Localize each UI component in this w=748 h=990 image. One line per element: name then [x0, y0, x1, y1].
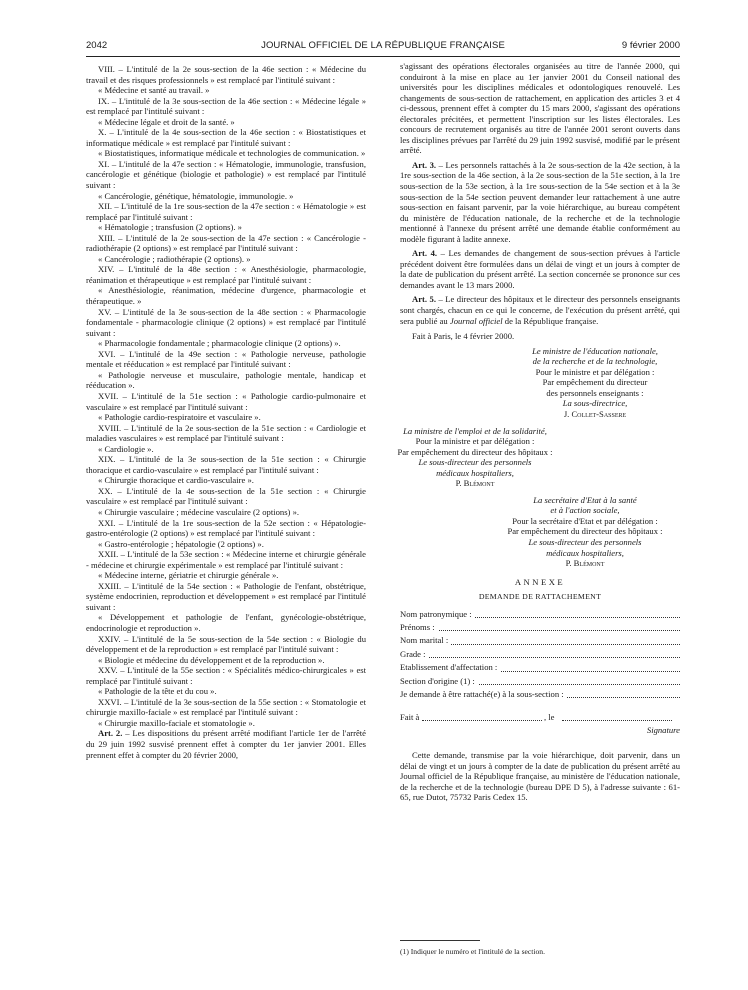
- signatory-name: P. Blémont: [565, 558, 605, 569]
- article-3: [400, 160, 680, 244]
- le-label: , le: [544, 712, 555, 723]
- replacement-title: « Pharmacologie fondamentale ; pharmacologie clinique (2 options) ».: [98, 338, 341, 349]
- delegation-line: Par empêchement du directeur des hôpitaux :: [507, 526, 663, 537]
- delegation-line: Par empêchement du directeur des hôpitaux :: [397, 446, 553, 457]
- issue-date: 9 février 2000: [621, 40, 680, 51]
- amendment-paragraph: XXIV. – L'intitulé de la 5e sous-section de la 54e section : « Biologie du développement et de la reproduction » est remplacé par l'intitulé suivant :: [86, 633, 366, 655]
- replacement-title: « Pathologie de la tête et du cou ».: [98, 686, 217, 697]
- article-text: – Les personnels rattachés à la 2e sous-section de la 42e section, à la 1re sous-section de la 46e section, à la 2e sous-section de la 51e section, à la 1re sous-section de la 53e section, à la 1re sous-section de la 54e section et à la 3e sous-section de la 54e section peuvent demander leur rattachement à une autre sous-section en faisant parvenir, par la voie hiérarchique, au bureau compétent du ministère de l'éducation nationale, de la recherche et de la technologie mentionné à l'annexe du présent arrêté une demande établie conformément au modèle figurant à ladite annexe.: [400, 159, 680, 244]
- amendment-paragraph: XVIII. – L'intitulé de la 2e sous-section de la 51e section : « Cardiologie et maladies vasculaires » est remplacé par l'intitulé suivant :: [86, 422, 366, 444]
- signatory-title: La secrétaire d'Etat à la santé: [533, 494, 637, 505]
- article-text: – Le directeur des hôpitaux et le directeur des personnels enseignants sont chargés, chacun en ce qui le concerne, de l'exécution du présent arrêté, qui sera publié au: [400, 294, 680, 326]
- amendment-paragraph: XVI. – L'intitulé de la 49e section : « Pathologie nerveuse, pathologie mentale et rééducation » est remplacé par l'intitulé suivant :: [86, 348, 366, 370]
- form-field-label: Je demande à être rattaché(e) à la sous-section :: [400, 689, 567, 699]
- signatory-name: J. Collet-Sassere: [563, 408, 627, 419]
- journal-title: JOURNAL OFFICIEL DE LA RÉPUBLIQUE FRANÇAISE: [261, 40, 505, 51]
- article-label: Art. 3.: [412, 159, 437, 170]
- delegation-line: Pour la secrétaire d'Etat et par délégation :: [512, 515, 658, 526]
- signatory-title: Le ministre de l'éducation nationale,: [532, 345, 658, 356]
- replacement-title: « Médecine légale et droit de la santé. »: [98, 116, 235, 127]
- replacement-title: « Chirurgie vasculaire ; médecine vasculaire (2 options) ».: [98, 506, 300, 517]
- amendment-paragraph: XXVI. – L'intitulé de la 3e sous-section de la 55e section : « Stomatologie et chirurgie maxillo-faciale » est remplacé par l'intitulé suivant :: [86, 696, 366, 718]
- amendment-paragraph: XV. – L'intitulé de la 3e sous-section de la 48e section : « Pharmacologie fondamentale - pharmacologie clinique (2 options) » est remplacé par l'intitulé suivant :: [86, 306, 366, 338]
- article-label: Art. 5.: [412, 294, 436, 305]
- signatory-title: La ministre de l'emploi et de la solidarité,: [403, 425, 547, 436]
- form-field-label: Grade :: [400, 649, 429, 659]
- signatory-role: Le sous-directeur des personnels: [418, 457, 532, 468]
- right-column: [397, 61, 680, 803]
- amendment-paragraph: XVII. – L'intitulé de la 51e section : « Pathologie cardio-pulmonaire et vasculaire » est remplacé par l'intitulé suivant :: [86, 390, 366, 412]
- form-field-label: Etablissement d'affectation :: [400, 662, 500, 672]
- article-5: [400, 294, 680, 326]
- amendment-paragraph: XXII. – L'intitulé de la 53e section : « Médecine interne et chirurgie générale - médecine et chirurgie expérimentale » est remplacé par l'intitulé suivant :: [86, 549, 366, 570]
- replacement-title: « Anesthésiologie, réanimation, médecine d'urgence, pharmacologie et thérapeutique. »: [86, 285, 366, 307]
- footnote-rule: [400, 940, 480, 941]
- form-field[interactable]: [400, 635, 680, 648]
- amendment-paragraph: XI. – L'intitulé de la 47e section : « Hématologie, immunologie, transfusion, cancérologie et génétique (biologie et pathologie) » est remplacé par l'intitulé suivant :: [86, 158, 366, 191]
- replacement-title: « Cardiologie ».: [98, 443, 154, 454]
- header-rule: [86, 56, 680, 57]
- footnote: (1) Indiquer le numéro et l'intitulé de la section.: [400, 947, 545, 956]
- signatory-role: médicaux hospitaliers,: [546, 547, 624, 558]
- amendment-paragraph: XIV. – L'intitulé de la 48e section : « Anesthésiologie, pharmacologie, réanimation et thérapeutique » est remplacé par l'intitulé suivant :: [86, 264, 366, 285]
- signatory-title: et à l'action sociale,: [550, 505, 620, 516]
- amendment-paragraph: XII. – L'intitulé de la 1re sous-section de la 47e section : « Hématologie » est remplacé par l'intitulé suivant :: [86, 201, 366, 222]
- signature-block-employment: [390, 426, 560, 489]
- delegation-line: Par empêchement du directeur: [542, 377, 648, 388]
- amendment-paragraph: XIII. – L'intitulé de la 2e sous-section de la 47e section : « Cancérologie - radiothérapie (2 options) » est remplacé par l'intitulé suivant :: [86, 232, 366, 254]
- article-label: Art. 2.: [98, 728, 123, 739]
- form-field-label: Nom marital :: [400, 635, 451, 645]
- amendment-paragraph: X. – L'intitulé de la 4e sous-section de la 46e section : « Biostatistiques et informatique médicale » est remplacé par l'intitulé suivant :: [86, 127, 366, 148]
- replacement-title: « Pathologie nerveuse et musculaire, pathologie mentale, handicap et rééducation ».: [86, 369, 366, 391]
- amendment-paragraph: XXI. – L'intitulé de la 1re sous-section de la 52e section : « Hépatologie-gastro-entérologie (2 options) » est remplacé par l'intitulé suivant :: [86, 517, 366, 539]
- form-place-date: [400, 712, 680, 724]
- article-text: – Les demandes de changement de sous-section prévues à l'article précédent doivent être formulées dans un délai de vingt et un jours à compter de la date de publication du présent arrêté. La section concernée se prononce sur ces demandes avant le 13 mars 2000.: [400, 248, 680, 290]
- annex-title: ANNEXE: [514, 576, 566, 587]
- fait-a-label: Fait à: [400, 712, 420, 723]
- place-blank[interactable]: [422, 712, 542, 721]
- signatory-role: Le sous-directeur des personnels: [528, 536, 642, 547]
- article-text: de la République française.: [502, 315, 599, 326]
- replacement-title: « Hématologie ; transfusion (2 options). »: [98, 222, 242, 233]
- replacement-title: « Médecine interne, gériatrie et chirurgie générale ».: [98, 570, 279, 581]
- delegation-line: Pour le ministre et par délégation :: [535, 366, 655, 377]
- left-column: [86, 64, 366, 760]
- signatory-role: La sous-directrice,: [562, 398, 628, 409]
- article-label: Art. 4.: [412, 248, 438, 259]
- form-field-label: Section d'origine (1) :: [400, 676, 478, 686]
- annex-closing-text: Cette demande, transmise par la voie hiérarchique, doit parvenir, dans un délai de vingt et un jours à compter de la date de publication du présent arrêté au Journal officiel de la République française, au ministère de l'éducation nationale, de la recherche et de la technologie (bureau DPE D 5), à l'adresse suivante : 61-65, rue Dutot, 75732 Paris Cedex 15.: [400, 749, 680, 803]
- date-blank[interactable]: [562, 712, 672, 721]
- signature-label: Signature: [646, 725, 680, 736]
- replacement-title: « Chirurgie thoracique et cardio-vasculaire ».: [98, 475, 254, 486]
- amendment-paragraph: XIX. – L'intitulé de la 3e sous-section de la 51e section : « Chirurgie thoracique et cardio-vasculaire » est remplacé par l'intitulé suivant :: [86, 454, 366, 475]
- form-field[interactable]: [400, 609, 680, 622]
- page-number: 2042: [86, 40, 108, 51]
- replacement-title: « Cancérologie ; radiothérapie (2 options). »: [98, 253, 251, 264]
- request-form: [400, 609, 680, 703]
- amendment-paragraph: XX. – L'intitulé de la 4e sous-section de la 51e section : « Chirurgie vasculaire » est remplacé par l'intitulé suivant :: [86, 485, 366, 507]
- signature-block-health: [490, 495, 680, 569]
- form-field[interactable]: [400, 649, 680, 662]
- journal-reference: Journal officiel: [449, 315, 503, 326]
- article-2-continued: s'agissant des opérations électorales organisées au titre de l'année 2000, qui conduiront à la mise en place au 1er janvier 2001 du Conseil national des universités pour les disciplines médicales et odontologiques renouvelé. Les changements de sous-section de rattachement, en application des articles 3 et 4 ci-dessous, prennent effet à compter du 15 mars 2000, s'agissant des opérations électorales précitées, et permettent l'inscription sur les listes électorales. Les concours de recrutement organisés au titre de l'année 2001 seront ouverts dans les disciplines prévues par l'arrêté du 29 juin 1992 susvisé, modifié par le présent arrêté.: [400, 61, 680, 156]
- replacement-title: « Gastro-entérologie ; hépatologie (2 options) ».: [98, 538, 264, 549]
- form-field[interactable]: [400, 622, 680, 635]
- article-4: [400, 248, 680, 290]
- amendment-paragraph: XXIII. – L'intitulé de la 54e section : « Pathologie de l'enfant, obstétrique, système endocrinien, reproduction et développement » est remplacé par l'intitulé suivant :: [86, 580, 366, 612]
- form-field[interactable]: [400, 689, 680, 702]
- replacement-title: « Chirurgie maxillo-faciale et stomatologie ».: [98, 717, 255, 728]
- amendment-paragraph: VIII. – L'intitulé de la 2e sous-section de la 46e section : « Médecine du travail et des risques professionnels » est remplacé par l'intitulé suivant :: [86, 64, 366, 85]
- article-2: [86, 728, 366, 760]
- form-field[interactable]: [400, 676, 680, 689]
- replacement-title: « Développement et pathologie de l'enfant, gynécologie-obstétrique, endocrinologie et reproduction ».: [86, 612, 366, 633]
- annex-subtitle: DEMANDE DE RATTACHEMENT: [478, 592, 602, 602]
- replacement-title: « Biostatistiques, informatique médicale et technologies de communication. »: [98, 148, 366, 159]
- amendment-list: [86, 64, 366, 728]
- delegation-line: des personnels enseignants :: [546, 387, 644, 398]
- replacement-title: « Cancérologie, génétique, hématologie, immunologie. »: [98, 190, 294, 201]
- article-text: – Les dispositions du présent arrêté modifiant l'article 1er de l'arrêté du 29 juin 1992 susvisé prennent effet à compter du 1er janvier 2001. Elles prennent effet à compter du 20 février 2000,: [86, 728, 366, 760]
- form-field-label: Nom patronymique :: [400, 609, 475, 619]
- amendment-paragraph: IX. – L'intitulé de la 3e sous-section de la 46e section : « Médecine légale » est remplacé par l'intitulé suivant :: [86, 95, 366, 117]
- form-field-label: Prénoms :: [400, 622, 438, 632]
- signature-block-education: [510, 346, 680, 420]
- replacement-title: « Biologie et médecine du développement et de la reproduction ».: [98, 654, 325, 665]
- signatory-title: de la recherche et de la technologie,: [532, 356, 658, 367]
- replacement-title: « Pathologie cardio-respiratoire et vasculaire ».: [98, 412, 261, 423]
- signatory-name: P. Blémont: [455, 478, 495, 489]
- amendment-paragraph: XXV. – L'intitulé de la 55e section : « Spécialités médico-chirurgicales » est remplacé par l'intitulé suivant :: [86, 665, 366, 686]
- delegation-line: Pour la ministre et par délégation :: [415, 436, 535, 447]
- form-field[interactable]: [400, 662, 680, 675]
- signatory-role: médicaux hospitaliers,: [436, 467, 514, 478]
- replacement-title: « Médecine et santé au travail. »: [98, 85, 210, 96]
- place-date: Fait à Paris, le 4 février 2000.: [412, 331, 515, 342]
